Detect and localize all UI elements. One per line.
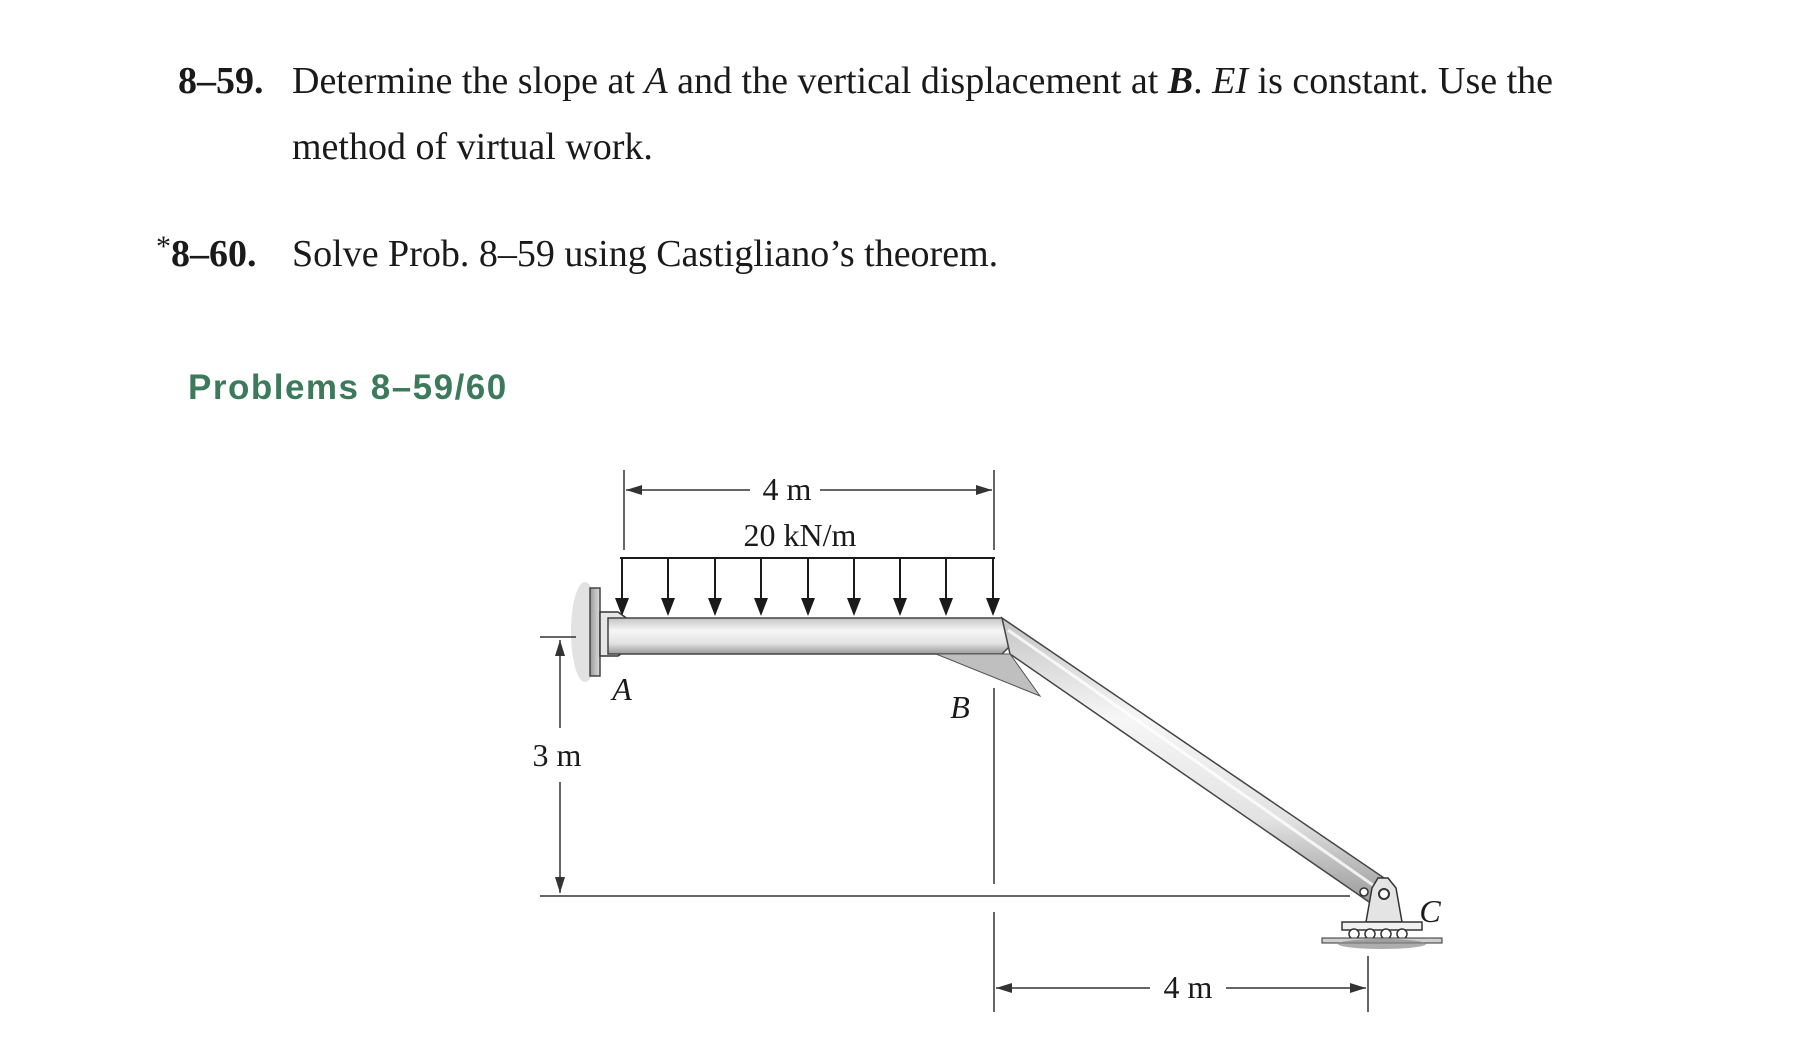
- problem-text-part: .: [1193, 60, 1213, 102]
- variable-ei: EI: [1212, 60, 1249, 102]
- dimension-left-label: 3 m: [532, 737, 582, 773]
- problem-number-value: 8–60.: [171, 233, 257, 275]
- member-bc: [936, 618, 1390, 904]
- problem-text-part: Determine the slope at: [292, 60, 645, 102]
- distributed-load: [615, 558, 1000, 616]
- variable-a: A: [644, 60, 668, 102]
- dimension-left: [533, 637, 1350, 896]
- problem-text-part: is constant. Use the: [1248, 60, 1554, 102]
- problem-text-part: and the vertical displacement at: [667, 60, 1168, 102]
- figure-caption: Problems 8–59/60: [188, 368, 508, 407]
- variable-b: B: [1167, 60, 1194, 102]
- dimension-top-label: 4 m: [762, 471, 812, 507]
- dimension-bottom: [994, 912, 1368, 1012]
- problem-text: Solve Prob. 8–59 using Castigliano’s theorem.: [292, 233, 999, 275]
- problem-text-line2: method of virtual work.: [292, 126, 653, 168]
- star-mark: *: [156, 230, 171, 263]
- point-c-label: C: [1419, 893, 1441, 929]
- dimension-bottom-label: 4 m: [1163, 969, 1213, 1005]
- point-b-label: B: [950, 689, 970, 725]
- load-label: 20 kN/m: [743, 517, 857, 553]
- problem-number: 8–59.: [178, 60, 264, 102]
- point-a-label: A: [612, 671, 632, 707]
- beam-ab: [608, 618, 1016, 654]
